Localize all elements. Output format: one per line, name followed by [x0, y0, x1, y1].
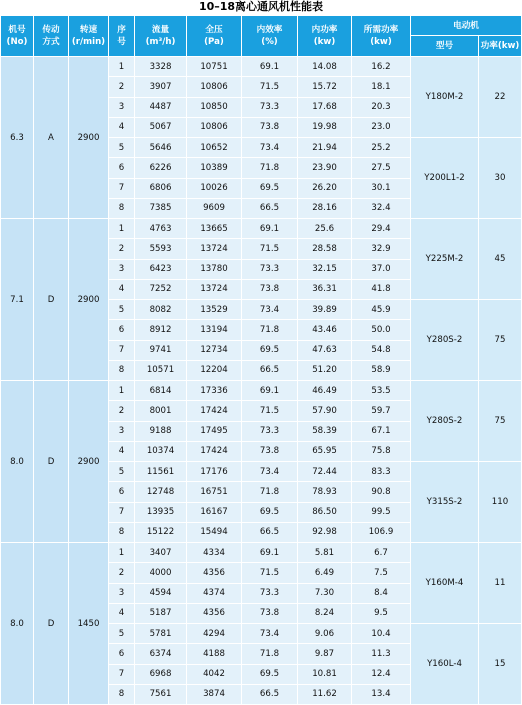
header-drive: 传动 方式 — [34, 16, 69, 57]
table-row — [1, 543, 522, 563]
pressure-cell: 10389 — [187, 158, 242, 178]
seq-cell: 1 — [109, 219, 135, 239]
pressure-cell: 4334 — [187, 543, 242, 563]
required-power-cell: 53.5 — [352, 381, 411, 401]
flow-cell: 4594 — [135, 583, 187, 603]
model-cell: 8.0 — [1, 543, 34, 705]
pressure-cell: 13194 — [187, 320, 242, 340]
flow-cell: 5646 — [135, 138, 187, 158]
flow-cell: 7252 — [135, 279, 187, 299]
header-pressure: 全压 (Pa) — [187, 16, 242, 57]
flow-cell: 7561 — [135, 684, 187, 704]
required-power-cell: 7.5 — [352, 563, 411, 583]
table-title: 10–18离心通风机性能表 — [198, 0, 324, 13]
flow-cell: 13935 — [135, 502, 187, 522]
seq-cell: 5 — [109, 138, 135, 158]
internal-power-cell: 17.68 — [298, 97, 352, 117]
internal-power-cell: 9.87 — [298, 644, 352, 664]
seq-cell: 7 — [109, 340, 135, 360]
header-required-power: 所需功率 (kw) — [352, 16, 411, 57]
flow-cell: 6374 — [135, 644, 187, 664]
speed-cell: 2900 — [69, 57, 109, 219]
internal-power-cell: 15.72 — [298, 77, 352, 97]
efficiency-cell: 73.8 — [242, 117, 298, 137]
motor-type-cell: Y160M-4 — [411, 543, 479, 624]
internal-power-cell: 28.16 — [298, 198, 352, 218]
seq-cell: 4 — [109, 603, 135, 623]
header-seq: 序 号 — [109, 16, 135, 57]
required-power-cell: 58.9 — [352, 360, 411, 380]
flow-cell: 3328 — [135, 57, 187, 77]
flow-cell: 8912 — [135, 320, 187, 340]
motor-type-cell: Y160L-4 — [411, 624, 479, 705]
seq-cell: 8 — [109, 198, 135, 218]
flow-cell: 12748 — [135, 482, 187, 502]
seq-cell: 2 — [109, 239, 135, 259]
efficiency-cell: 69.1 — [242, 219, 298, 239]
motor-type-cell: Y280S-2 — [411, 300, 479, 381]
pressure-cell: 17336 — [187, 381, 242, 401]
flow-cell: 4487 — [135, 97, 187, 117]
pressure-cell: 13724 — [187, 279, 242, 299]
pressure-cell: 13665 — [187, 219, 242, 239]
pressure-cell: 13529 — [187, 300, 242, 320]
pressure-cell: 10026 — [187, 178, 242, 198]
header-model: 机号 (No) — [1, 16, 34, 57]
flow-cell: 10374 — [135, 441, 187, 461]
efficiency-cell: 69.5 — [242, 664, 298, 684]
internal-power-cell: 65.95 — [298, 441, 352, 461]
required-power-cell: 41.8 — [352, 279, 411, 299]
table-body — [1, 57, 522, 705]
header-internal-power: 内功率 (kw) — [298, 16, 352, 57]
flow-cell: 15122 — [135, 522, 187, 542]
flow-cell: 10571 — [135, 360, 187, 380]
pressure-cell: 3874 — [187, 684, 242, 704]
speed-cell: 2900 — [69, 219, 109, 381]
flow-cell: 6968 — [135, 664, 187, 684]
efficiency-cell: 73.3 — [242, 421, 298, 441]
required-power-cell: 12.4 — [352, 664, 411, 684]
required-power-cell: 13.4 — [352, 684, 411, 704]
required-power-cell: 67.1 — [352, 421, 411, 441]
efficiency-cell: 69.5 — [242, 502, 298, 522]
seq-cell: 6 — [109, 644, 135, 664]
required-power-cell: 32.9 — [352, 239, 411, 259]
seq-cell: 7 — [109, 178, 135, 198]
flow-cell: 6806 — [135, 178, 187, 198]
flow-cell: 3407 — [135, 543, 187, 563]
seq-cell: 2 — [109, 77, 135, 97]
table-row — [1, 57, 522, 77]
required-power-cell: 90.8 — [352, 482, 411, 502]
model-cell: 8.0 — [1, 381, 34, 543]
seq-cell: 5 — [109, 624, 135, 644]
pressure-cell: 17176 — [187, 462, 242, 482]
efficiency-cell: 73.4 — [242, 300, 298, 320]
flow-cell: 3907 — [135, 77, 187, 97]
fan-performance-table — [0, 15, 522, 705]
model-cell: 7.1 — [1, 219, 34, 381]
flow-cell: 6423 — [135, 259, 187, 279]
motor-power-cell: 45 — [479, 219, 522, 300]
internal-power-cell: 8.24 — [298, 603, 352, 623]
pressure-cell: 17424 — [187, 441, 242, 461]
internal-power-cell: 9.06 — [298, 624, 352, 644]
efficiency-cell: 71.5 — [242, 563, 298, 583]
pressure-cell: 17424 — [187, 401, 242, 421]
pressure-cell: 10652 — [187, 138, 242, 158]
speed-cell: 2900 — [69, 381, 109, 543]
model-cell: 6.3 — [1, 57, 34, 219]
required-power-cell: 25.2 — [352, 138, 411, 158]
pressure-cell: 15494 — [187, 522, 242, 542]
seq-cell: 4 — [109, 441, 135, 461]
flow-cell: 7385 — [135, 198, 187, 218]
header-motor-type: 型号 — [411, 36, 479, 57]
efficiency-cell: 66.5 — [242, 522, 298, 542]
motor-type-cell: Y180M-2 — [411, 57, 479, 138]
efficiency-cell: 69.1 — [242, 543, 298, 563]
seq-cell: 7 — [109, 502, 135, 522]
internal-power-cell: 51.20 — [298, 360, 352, 380]
required-power-cell: 37.0 — [352, 259, 411, 279]
required-power-cell: 10.4 — [352, 624, 411, 644]
pressure-cell: 4356 — [187, 563, 242, 583]
pressure-cell: 10806 — [187, 117, 242, 137]
table-header — [1, 16, 522, 57]
required-power-cell: 6.7 — [352, 543, 411, 563]
drive-cell: D — [34, 543, 69, 705]
motor-power-cell: 11 — [479, 543, 522, 624]
seq-cell: 3 — [109, 583, 135, 603]
flow-cell: 4000 — [135, 563, 187, 583]
seq-cell: 8 — [109, 522, 135, 542]
efficiency-cell: 69.5 — [242, 178, 298, 198]
motor-power-cell: 75 — [479, 381, 522, 462]
efficiency-cell: 73.4 — [242, 624, 298, 644]
pressure-cell: 4042 — [187, 664, 242, 684]
seq-cell: 4 — [109, 117, 135, 137]
seq-cell: 1 — [109, 543, 135, 563]
efficiency-cell: 69.5 — [242, 340, 298, 360]
required-power-cell: 18.1 — [352, 77, 411, 97]
required-power-cell: 16.2 — [352, 57, 411, 77]
efficiency-cell: 71.8 — [242, 644, 298, 664]
efficiency-cell: 71.5 — [242, 239, 298, 259]
pressure-cell: 10751 — [187, 57, 242, 77]
required-power-cell: 29.4 — [352, 219, 411, 239]
internal-power-cell: 10.81 — [298, 664, 352, 684]
seq-cell: 7 — [109, 664, 135, 684]
efficiency-cell: 71.8 — [242, 482, 298, 502]
seq-cell: 5 — [109, 462, 135, 482]
efficiency-cell: 66.5 — [242, 360, 298, 380]
pressure-cell: 4294 — [187, 624, 242, 644]
required-power-cell: 75.8 — [352, 441, 411, 461]
required-power-cell: 45.9 — [352, 300, 411, 320]
required-power-cell: 9.5 — [352, 603, 411, 623]
flow-cell: 8001 — [135, 401, 187, 421]
efficiency-cell: 71.5 — [242, 77, 298, 97]
pressure-cell: 12734 — [187, 340, 242, 360]
motor-type-cell: Y315S-2 — [411, 462, 479, 543]
flow-cell: 6814 — [135, 381, 187, 401]
seq-cell: 5 — [109, 300, 135, 320]
pressure-cell: 10806 — [187, 77, 242, 97]
internal-power-cell: 5.81 — [298, 543, 352, 563]
seq-cell: 3 — [109, 97, 135, 117]
seq-cell: 6 — [109, 158, 135, 178]
pressure-cell: 13724 — [187, 239, 242, 259]
pressure-cell: 4188 — [187, 644, 242, 664]
motor-power-cell: 15 — [479, 624, 522, 705]
motor-type-cell: Y225M-2 — [411, 219, 479, 300]
efficiency-cell: 73.8 — [242, 279, 298, 299]
efficiency-cell: 69.1 — [242, 381, 298, 401]
internal-power-cell: 43.46 — [298, 320, 352, 340]
motor-power-cell: 110 — [479, 462, 522, 543]
internal-power-cell: 14.08 — [298, 57, 352, 77]
required-power-cell: 23.0 — [352, 117, 411, 137]
efficiency-cell: 66.5 — [242, 684, 298, 704]
motor-power-cell: 22 — [479, 57, 522, 138]
internal-power-cell: 21.94 — [298, 138, 352, 158]
motor-power-cell: 30 — [479, 138, 522, 219]
efficiency-cell: 71.5 — [242, 401, 298, 421]
seq-cell: 6 — [109, 320, 135, 340]
flow-cell: 5781 — [135, 624, 187, 644]
header-flow: 流量 (m³/h) — [135, 16, 187, 57]
required-power-cell: 50.0 — [352, 320, 411, 340]
internal-power-cell: 19.98 — [298, 117, 352, 137]
required-power-cell: 59.7 — [352, 401, 411, 421]
seq-cell: 1 — [109, 381, 135, 401]
seq-cell: 8 — [109, 360, 135, 380]
pressure-cell: 10850 — [187, 97, 242, 117]
pressure-cell: 4374 — [187, 583, 242, 603]
flow-cell: 5187 — [135, 603, 187, 623]
internal-power-cell: 26.20 — [298, 178, 352, 198]
pressure-cell: 12204 — [187, 360, 242, 380]
internal-power-cell: 46.49 — [298, 381, 352, 401]
flow-cell: 8082 — [135, 300, 187, 320]
drive-cell: D — [34, 381, 69, 543]
efficiency-cell: 69.1 — [242, 57, 298, 77]
flow-cell: 5067 — [135, 117, 187, 137]
pressure-cell: 16167 — [187, 502, 242, 522]
flow-cell: 5593 — [135, 239, 187, 259]
internal-power-cell: 57.90 — [298, 401, 352, 421]
required-power-cell: 54.8 — [352, 340, 411, 360]
required-power-cell: 106.9 — [352, 522, 411, 542]
seq-cell: 6 — [109, 482, 135, 502]
motor-power-cell: 75 — [479, 300, 522, 381]
seq-cell: 3 — [109, 259, 135, 279]
header-efficiency: 内效率 (%) — [242, 16, 298, 57]
efficiency-cell: 73.8 — [242, 603, 298, 623]
required-power-cell: 11.3 — [352, 644, 411, 664]
internal-power-cell: 28.58 — [298, 239, 352, 259]
pressure-cell: 13780 — [187, 259, 242, 279]
motor-type-cell: Y280S-2 — [411, 381, 479, 462]
internal-power-cell: 11.62 — [298, 684, 352, 704]
table-row — [1, 381, 522, 401]
efficiency-cell: 71.8 — [242, 320, 298, 340]
efficiency-cell: 73.3 — [242, 259, 298, 279]
internal-power-cell: 36.31 — [298, 279, 352, 299]
efficiency-cell: 73.3 — [242, 97, 298, 117]
speed-cell: 1450 — [69, 543, 109, 705]
efficiency-cell: 73.8 — [242, 441, 298, 461]
efficiency-cell: 66.5 — [242, 198, 298, 218]
efficiency-cell: 73.3 — [242, 583, 298, 603]
internal-power-cell: 72.44 — [298, 462, 352, 482]
required-power-cell: 8.4 — [352, 583, 411, 603]
flow-cell: 9741 — [135, 340, 187, 360]
internal-power-cell: 25.6 — [298, 219, 352, 239]
flow-cell: 11561 — [135, 462, 187, 482]
header-speed: 转速 (r/min) — [69, 16, 109, 57]
efficiency-cell: 73.4 — [242, 138, 298, 158]
flow-cell: 9188 — [135, 421, 187, 441]
pressure-cell: 4356 — [187, 603, 242, 623]
drive-cell: A — [34, 57, 69, 219]
seq-cell: 1 — [109, 57, 135, 77]
required-power-cell: 30.1 — [352, 178, 411, 198]
internal-power-cell: 86.50 — [298, 502, 352, 522]
required-power-cell: 99.5 — [352, 502, 411, 522]
seq-cell: 8 — [109, 684, 135, 704]
header-motor: 电动机 — [411, 16, 522, 36]
internal-power-cell: 58.39 — [298, 421, 352, 441]
motor-type-cell: Y200L1-2 — [411, 138, 479, 219]
internal-power-cell: 23.90 — [298, 158, 352, 178]
pressure-cell: 16751 — [187, 482, 242, 502]
internal-power-cell: 32.15 — [298, 259, 352, 279]
seq-cell: 4 — [109, 279, 135, 299]
required-power-cell: 83.3 — [352, 462, 411, 482]
seq-cell: 2 — [109, 563, 135, 583]
flow-cell: 6226 — [135, 158, 187, 178]
required-power-cell: 32.4 — [352, 198, 411, 218]
internal-power-cell: 92.98 — [298, 522, 352, 542]
efficiency-cell: 73.4 — [242, 462, 298, 482]
internal-power-cell: 7.30 — [298, 583, 352, 603]
efficiency-cell: 71.8 — [242, 158, 298, 178]
internal-power-cell: 78.93 — [298, 482, 352, 502]
internal-power-cell: 6.49 — [298, 563, 352, 583]
flow-cell: 4763 — [135, 219, 187, 239]
header-motor-power: 功率(kw) — [479, 36, 522, 57]
internal-power-cell: 47.63 — [298, 340, 352, 360]
pressure-cell: 17495 — [187, 421, 242, 441]
internal-power-cell: 39.89 — [298, 300, 352, 320]
seq-cell: 2 — [109, 401, 135, 421]
required-power-cell: 20.3 — [352, 97, 411, 117]
drive-cell: D — [34, 219, 69, 381]
table-row — [1, 219, 522, 239]
pressure-cell: 9609 — [187, 198, 242, 218]
required-power-cell: 27.5 — [352, 158, 411, 178]
seq-cell: 3 — [109, 421, 135, 441]
